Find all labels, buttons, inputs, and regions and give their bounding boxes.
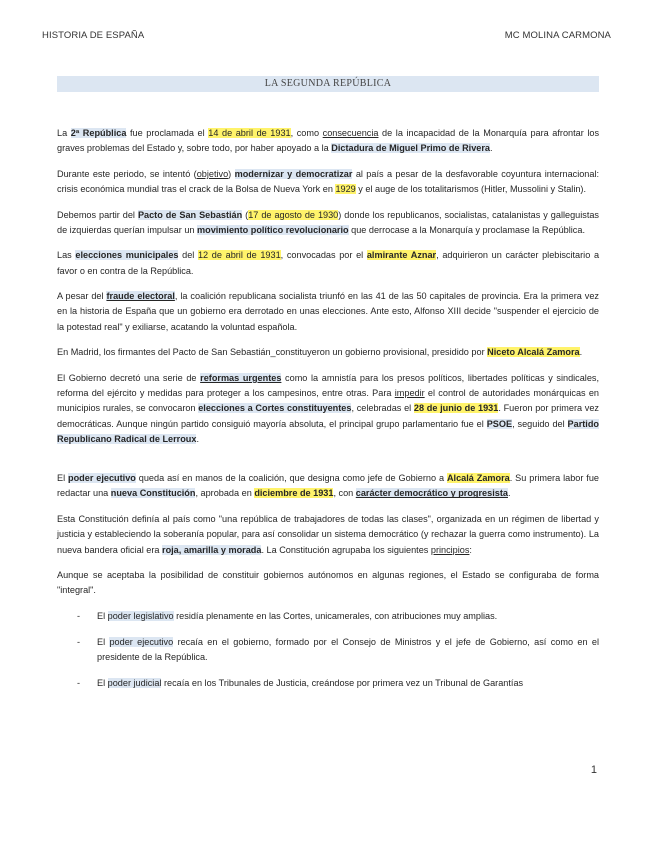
term-objetivo: objetivo — [196, 168, 229, 179]
term-poder-ejecutivo: poder ejecutivo — [68, 473, 136, 484]
text: . — [507, 488, 511, 499]
term-fraude-electoral: fraude electoral — [106, 291, 175, 302]
text: El — [97, 677, 108, 688]
text: Durante este periodo, se intentó ( — [57, 168, 197, 179]
paragraph-estado-integral: Aunque se aceptaba la posibilidad de constituir gobiernos autónomos en algunas regiones, el Estado se configuraba de forma "integral". — [57, 570, 599, 596]
text: ( — [242, 209, 249, 220]
list-item — [57, 635, 599, 666]
date-proclamation: 14 de abril de 1931 — [208, 128, 291, 138]
date-constitucion: diciembre de 1931 — [254, 488, 334, 499]
text: ) — [228, 168, 235, 179]
term-poder-judicial: poder judicial — [107, 677, 162, 688]
page-number: 1 — [590, 764, 597, 776]
date-elecciones: 12 de abril de 1931 — [197, 250, 281, 261]
text: En Madrid, los firmantes del Pacto de San Sebastián_constituyeron un gobierno provisional, presidido por — [57, 347, 488, 358]
paragraph-objectives — [57, 167, 599, 198]
term-elecciones-municipales: elecciones municipales — [75, 250, 179, 261]
text: . — [579, 347, 583, 358]
term-psoe: PSOE — [486, 418, 513, 429]
term-partido-radical: Partido Republicano Radical de Lerroux — [57, 418, 599, 444]
list-item — [57, 676, 599, 691]
paragraph-pacto — [57, 208, 599, 239]
page-header-left: HISTORIA DE ESPAÑA — [42, 30, 145, 41]
text: recaía en los Tribunales de Justicia, creándose por primera vez un Tribunal de Garantías — [161, 677, 524, 688]
term-movimiento: movimiento político revolucionario — [197, 224, 349, 235]
paragraph-constitucion — [57, 512, 599, 558]
text: , la coalición republicana socialista triunfó en las 41 de las 50 capitales de provincia. Era la primera vez en la historia de España que un gobierno era derrotado en unas elecciones. Ante esto, Alfonso XIII decide "suspender el ejercicio de la potestad real" y exiliarse, acatando la voluntad española. — [57, 291, 599, 332]
text: . Su primera labor fue redactar una — [57, 473, 599, 499]
text: fue proclamada el — [126, 128, 209, 138]
text: . — [489, 143, 493, 154]
date-pacto: 17 de agosto de 1930 — [248, 209, 339, 220]
text: como la amnistía para los presos políticos, libertades políticas y sindicales, reforma del ejército y medidas para proteger a los campesinos, entre otras. Para — [57, 372, 600, 398]
text: , adquirieron un carácter plebiscitario a favor o en contra de la República. — [57, 250, 600, 276]
text: recaía en el gobierno, formado por el Consejo de Ministros y el jefe de Gobierno, así como en el presidente de la República. — [97, 636, 599, 662]
text: , seguido del — [512, 418, 568, 429]
term-bandera: roja, amarilla y morada — [162, 544, 262, 555]
paragraph-fraude — [57, 289, 599, 335]
text: , aprobada en — [195, 488, 255, 499]
date-1929: 1929 — [335, 184, 356, 195]
text: , como — [290, 128, 323, 138]
text: queda así en manos de la coalición, que designa como jefe de Gobierno a — [135, 473, 447, 484]
text: , con — [333, 488, 356, 499]
list-item — [57, 609, 599, 624]
paragraph-reformas — [57, 371, 599, 447]
document-body — [57, 126, 599, 702]
text: El Gobierno decretó una serie de — [57, 372, 201, 383]
text: ) donde los republicanos, socialistas, catalanistas y galleguistas de izquierdas querían impulsar un — [57, 209, 599, 235]
text: y el auge de los totalitarismos (Hitler, Mussolini y Stalin). — [355, 184, 587, 195]
page-header-right: MC MOLINA CARMONA — [504, 30, 611, 41]
term-elecciones-cortes: elecciones a Cortes constituyentes — [198, 403, 352, 414]
text: El — [97, 610, 108, 621]
date-cortes: 28 de junio de 1931 — [413, 403, 499, 414]
text: residía plenamente en las Cortes, unicamerales, con atribuciones muy amplias. — [173, 610, 498, 621]
term-alcala-zamora: Alcalá Zamora — [446, 473, 510, 484]
text: : — [469, 544, 472, 555]
text: que derrocase a la Monarquía y proclamase la República. — [348, 224, 585, 235]
text: Debemos partir del — [57, 209, 138, 220]
text: , convocadas por el — [280, 250, 367, 261]
text: . La Constitución agrupaba los siguientes — [261, 544, 431, 555]
text: A pesar del — [57, 291, 107, 302]
text: , celebradas el — [351, 403, 414, 414]
term-modernizar: modernizar y democratizar — [234, 168, 353, 179]
bullet-dash: - — [77, 610, 81, 621]
document-title: LA SEGUNDA REPÚBLICA — [57, 76, 599, 92]
term-almirante-aznar: almirante Aznar — [366, 250, 437, 261]
text: de la incapacidad de la Monarquía para afrontar los graves problemas del Estado y, sobre todo, por haber apoyado a la — [57, 128, 600, 154]
term-principios: principios — [430, 544, 470, 555]
term-consecuencia: consecuencia — [322, 128, 379, 138]
paragraph-poder-ejecutivo — [57, 471, 599, 502]
term-dictadura: Dictadura de Miguel Primo de Rivera — [331, 143, 490, 154]
text: el control de autoridades monárquicas en municipios rurales, se convocaron — [57, 387, 600, 414]
paragraph-proclamation — [57, 126, 599, 157]
bullet-dash: - — [77, 677, 81, 688]
text: . Fueron por primera vez democráticas. Aunque ningún partido consiguió mayoría absoluta, el principal grupo parlamentario fue el — [57, 403, 599, 429]
term-poder-ejecutivo-list: poder ejecutivo — [109, 636, 174, 647]
term-reformas-urgentes: reformas urgentes — [200, 372, 282, 383]
text: Esta Constitución definía al país como "una república de trabajadores de todas las clases", organizada en un régimen de libertad y justicia y estableciendo la soberanía popular, para así consolidar un sistema democrático (y rechazar la guerra como instrumento). La nueva bandera oficial era — [57, 513, 599, 555]
term-impedir: impedir — [394, 387, 425, 398]
text: La — [57, 128, 71, 138]
term-pacto-san-sebastian: Pacto de San Sebastián — [137, 209, 243, 220]
term-nueva-constitucion: nueva Constitución — [110, 488, 196, 499]
paragraph-elecciones-municipales — [57, 248, 599, 279]
text: Las — [57, 250, 76, 261]
term-poder-legislativo: poder legislativo — [107, 610, 174, 621]
term-niceto-alcala-zamora: Niceto Alcalá Zamora — [487, 347, 580, 358]
text: del — [178, 250, 198, 261]
bullet-dash: - — [77, 636, 81, 647]
text: . — [196, 433, 199, 444]
text: El — [57, 473, 69, 484]
term-segunda-republica: 2ª República — [70, 128, 127, 138]
paragraph-gobierno-provisional — [57, 345, 599, 360]
text: al país a pesar de la desfavorable coyuntura internacional: crisis económica mundial tras el crack de la Bolsa de Nueva York en — [57, 168, 600, 195]
term-caracter-democratico: carácter democrático y progresista — [355, 488, 508, 499]
text: El — [97, 636, 110, 647]
principles-list — [57, 609, 599, 691]
